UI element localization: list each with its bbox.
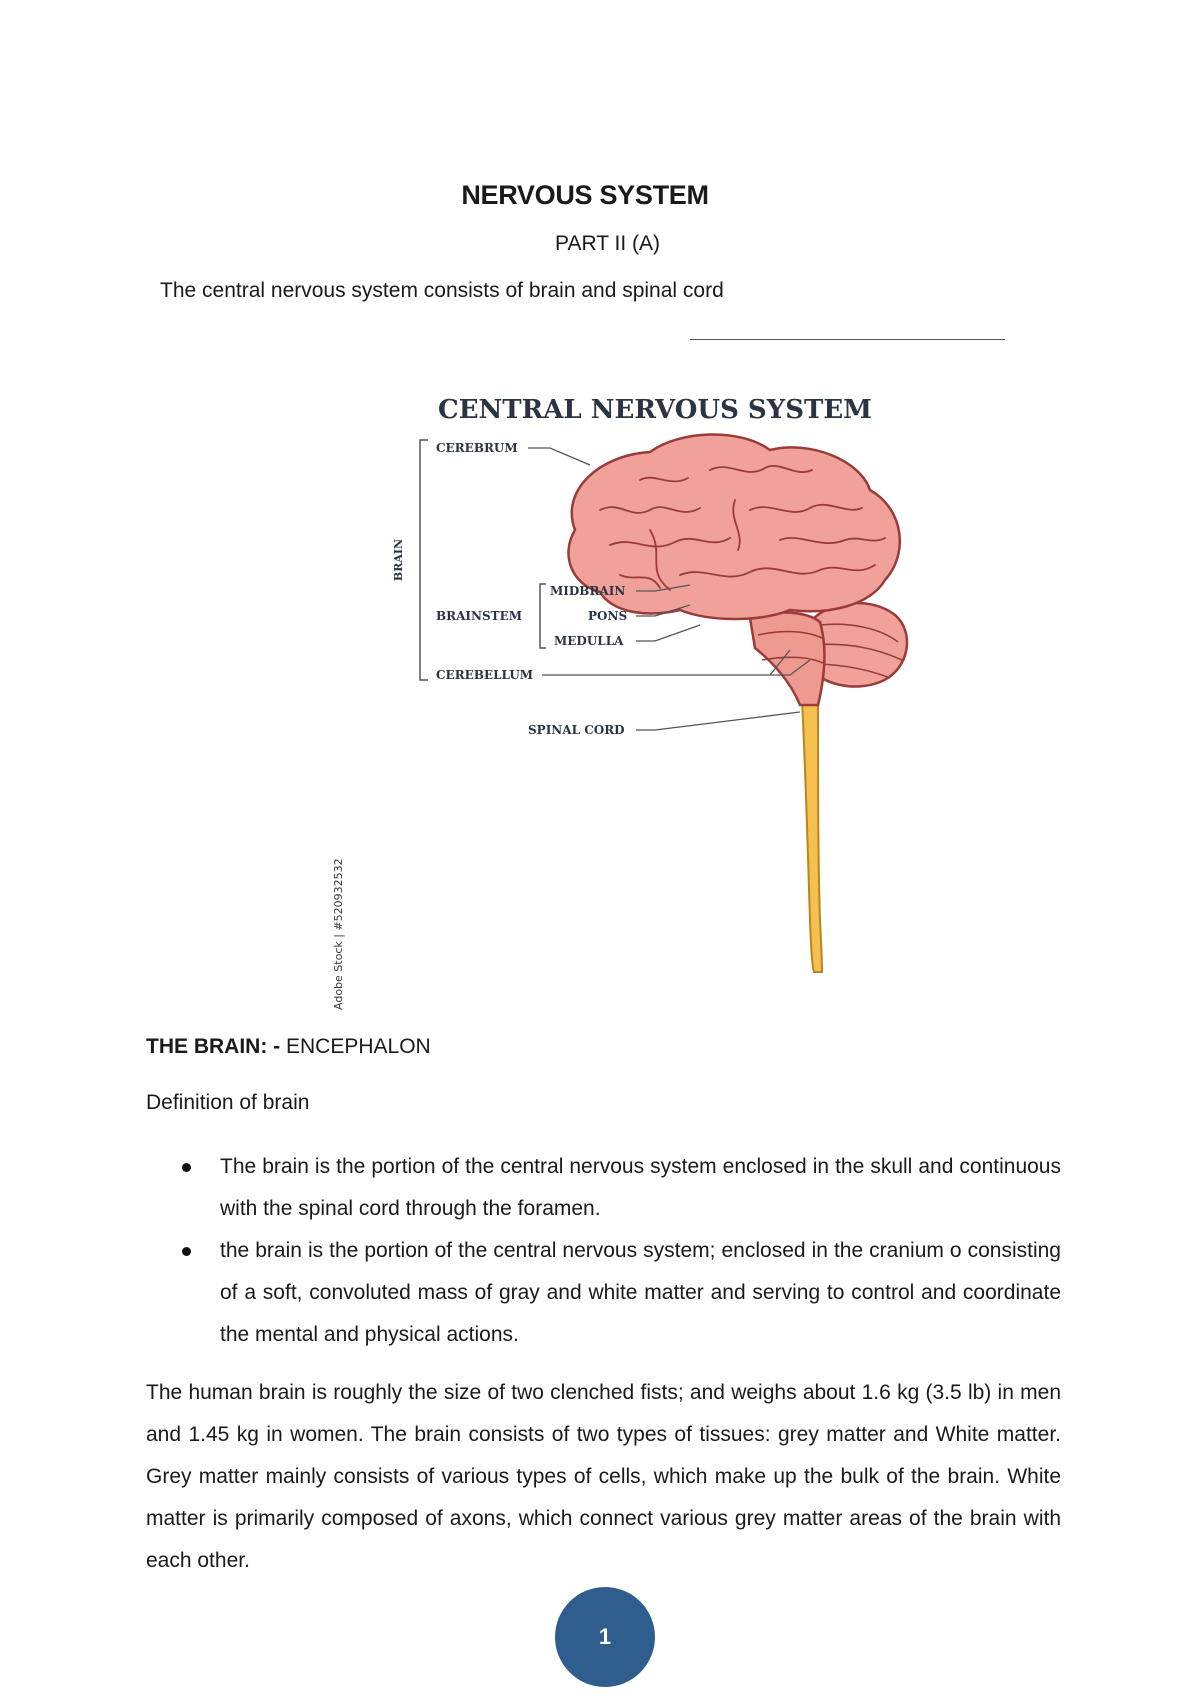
cns-diagram: [332, 360, 1010, 1010]
medulla-label: MEDULLA: [554, 634, 624, 648]
brainstem-shape: [750, 612, 824, 705]
bullet-icon: [182, 1247, 191, 1256]
brain-bracket: [420, 440, 428, 680]
section-heading-bold: THE BRAIN: -: [146, 1035, 281, 1058]
pons-label: PONS: [588, 609, 628, 623]
brainstem-bracket: [540, 584, 546, 648]
list-item: [146, 1230, 1061, 1356]
figure-title: CENTRAL NERVOUS SYSTEM: [438, 395, 872, 425]
list-item-text: The brain is the portion of the central nervous system enclosed in the skull and continuous with the spinal cord through the foramen.: [220, 1155, 1061, 1220]
definition-list: [146, 1146, 1061, 1356]
spinal-cord-label: SPINAL CORD: [528, 723, 625, 737]
cerebrum-leader: [528, 448, 590, 465]
page-number-badge: 1: [555, 1587, 655, 1687]
divider-line: [690, 339, 1005, 340]
brain-label: BRAIN: [392, 538, 405, 582]
brainstem-label: BRAINSTEM: [436, 609, 523, 623]
list-item-text: the brain is the portion of the central nervous system; enclosed in the cranium o consisting of a soft, convoluted mass of gray and white matter and serving to control and coordinate the mental and physical actions.: [220, 1239, 1061, 1346]
midbrain-label: MIDBRAIN: [550, 584, 626, 598]
body-paragraph: The human brain is roughly the size of two clenched fists; and weighs about 1.6 kg (3.5 lb) in men and 1.45 kg in women. The brain consists of two types of tissues: grey matter and White matter. Grey matter mainly consists of various types of cells, which make up the bulk of the brain. White matter is primarily composed of axons, which connect various grey matter areas of the brain with each other.: [146, 1381, 1061, 1572]
medulla-leader: [636, 625, 700, 641]
cerebrum-label: CEREBRUM: [436, 441, 518, 455]
page-subtitle: PART II (A): [555, 232, 661, 255]
spinal-cord-leader: [636, 712, 800, 730]
cns-illustration: [332, 360, 1010, 1010]
definition-label: Definition of brain: [146, 1091, 310, 1114]
page-title: NERVOUS SYSTEM: [461, 180, 709, 210]
list-item: [146, 1146, 1061, 1230]
section-heading-term: ENCEPHALON: [280, 1035, 431, 1058]
cerebellum-label: CEREBELLUM: [436, 668, 534, 682]
bullet-icon: [182, 1163, 191, 1172]
stock-watermark: Adobe Stock | #520932532: [332, 858, 345, 1010]
intro-sentence: The central nervous system consists of brain and spinal cord: [160, 279, 724, 302]
spinal-cord-shape: [802, 700, 822, 972]
section-heading: [146, 1035, 431, 1059]
